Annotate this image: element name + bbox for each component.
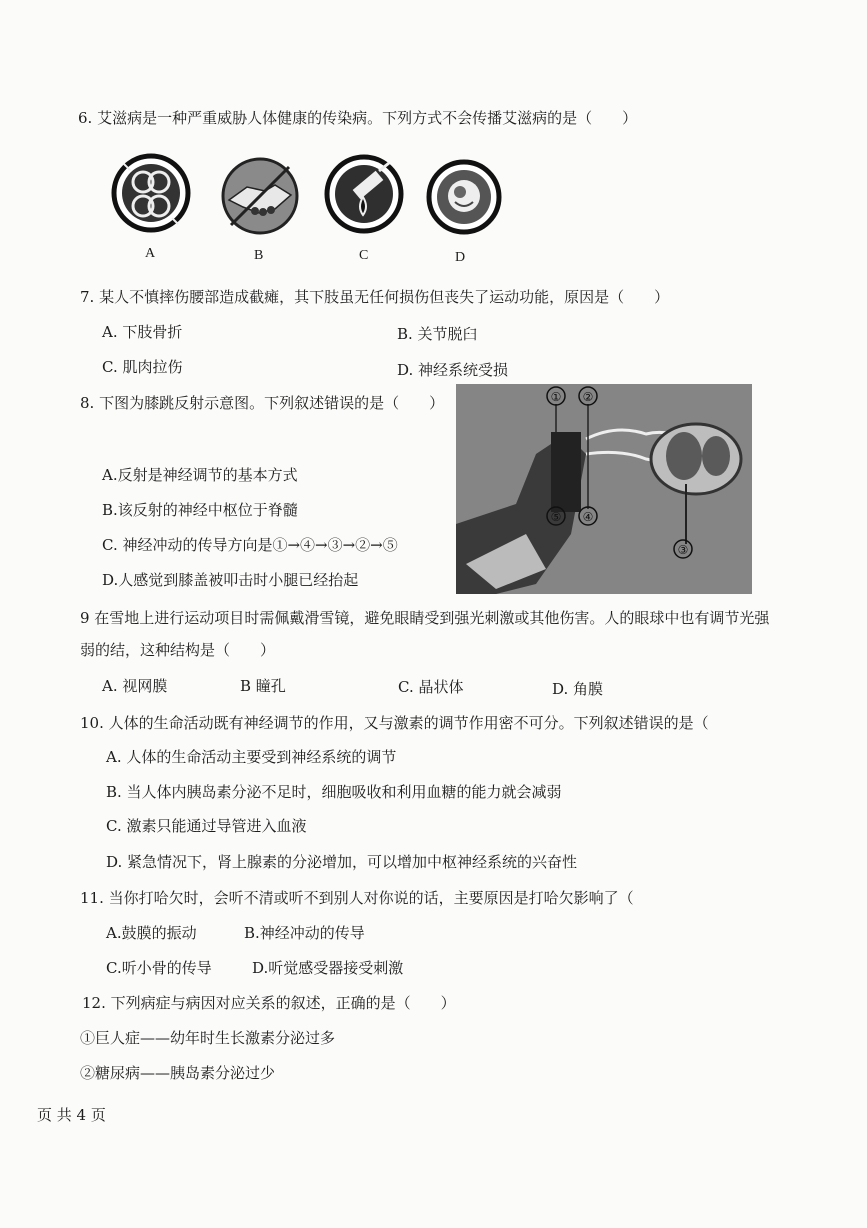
- q10-option-c: C. 激素只能通过导管进入血液: [106, 817, 307, 835]
- q10-option-a: A. 人体的生命活动主要受到神经系统的调节: [106, 748, 397, 766]
- q6-option-d: D: [455, 250, 466, 265]
- q9-option-a: A. 视网膜: [102, 677, 168, 695]
- q12-item-2: ②糖尿病——胰岛素分泌过少: [80, 1064, 276, 1082]
- knee-jerk-reflex-figure: [456, 384, 752, 594]
- figure-label-5: ⑤: [550, 510, 562, 524]
- q11-stem: 11. 当你打哈欠时，会听不清或听不到别人对你说的话，主要原因是打哈欠影响了（: [80, 889, 634, 907]
- q11-option-a: A.鼓膜的振动: [106, 924, 197, 942]
- q11-option-b: B.神经冲动的传导: [244, 924, 365, 942]
- q9-option-b: B 瞳孔: [240, 677, 286, 695]
- q6-stem: 6. 艾滋病是一种严重威胁人体健康的传染病。下列方式不会传播艾滋病的是（ ）: [78, 109, 638, 127]
- q11-option-c: C.听小骨的传导: [106, 959, 212, 977]
- q10-option-d: D. 紧急情况下，肾上腺素的分泌增加，可以增加中枢神经系统的兴奋性: [106, 853, 578, 871]
- q8-option-a: A.反射是神经调节的基本方式: [102, 466, 298, 484]
- q7-option-d: D. 神经系统受损: [397, 361, 509, 379]
- figure-label-3: ③: [677, 543, 689, 557]
- q6-option-a: A: [145, 246, 156, 261]
- mother-infant-icon: [425, 158, 503, 236]
- figure-label-2: ②: [582, 390, 594, 404]
- q9-stem-line2: 弱的结，这种结构是（ ）: [80, 641, 276, 659]
- figure-label-1: ①: [550, 390, 562, 404]
- q9-option-d: D. 角膜: [552, 680, 604, 698]
- q8-option-b: B.该反射的神经中枢位于脊髓: [102, 501, 298, 519]
- q12-item-1: ①巨人症——幼年时生长激素分泌过多: [80, 1029, 336, 1047]
- reflex-diagram-graphic: [456, 384, 752, 594]
- syringe-blood-icon: [323, 153, 405, 235]
- q8-option-d: D.人感觉到膝盖被叩击时小腿已经抬起: [102, 571, 359, 589]
- q10-option-b: B. 当人体内胰岛素分泌不足时，细胞吸收和利用血糖的能力就会减弱: [106, 783, 562, 801]
- q11-option-d: D.听觉感受器接受刺激: [252, 959, 404, 977]
- sexual-transmission-icon: [110, 152, 192, 234]
- figure-label-4: ④: [582, 510, 594, 524]
- handshake-icon: [219, 155, 301, 237]
- page-footer: 页 共 4 页: [37, 1106, 106, 1124]
- q6-option-c: C: [359, 248, 369, 263]
- q8-stem: 8. 下图为膝跳反射示意图。下列叙述错误的是（ ）: [80, 394, 445, 412]
- q9-stem-line1: 9 在雪地上进行运动项目时需佩戴滑雪镜，避免眼睛受到强光刺激或其他伤害。人的眼球中也有调节光强: [80, 609, 770, 627]
- q10-stem: 10. 人体的生命活动既有神经调节的作用，又与激素的调节作用密不可分。下列叙述错误的是（: [80, 714, 709, 732]
- q7-stem: 7. 某人不慎摔伤腰部造成截瘫，其下肢虽无任何损伤但丧失了运动功能，原因是（ ）: [80, 288, 670, 306]
- q7-option-c: C. 肌肉拉伤: [102, 358, 183, 376]
- q9-option-c: C. 晶状体: [398, 678, 464, 696]
- q8-option-c: C. 神经冲动的传导方向是①→④→③→②→⑤: [102, 536, 398, 554]
- q7-option-b: B. 关节脱臼: [397, 325, 478, 343]
- q12-stem: 12. 下列病症与病因对应关系的叙述，正确的是（ ）: [82, 994, 456, 1012]
- q6-option-b: B: [254, 248, 264, 263]
- q7-option-a: A. 下肢骨折: [102, 323, 183, 341]
